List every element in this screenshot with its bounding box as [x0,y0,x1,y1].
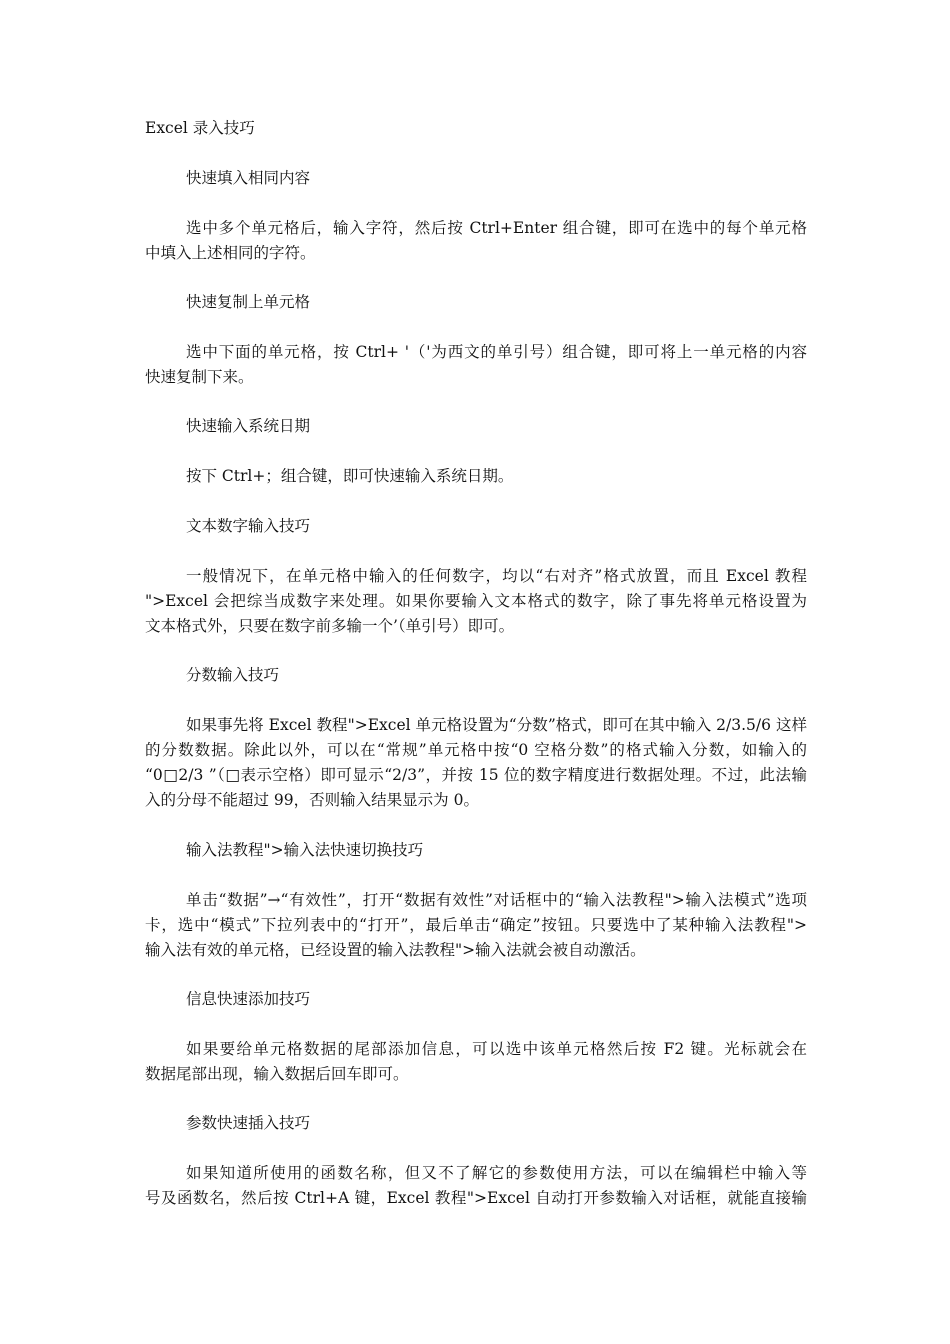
paragraph-line: 数据尾部出现，输入数据后回车即可。 [145,1065,409,1083]
paragraph-line: 如果要给单元格数据的尾部添加信息，可以选中该单元格然后按 F2 键。光标就会在 [186,1040,807,1058]
section-heading-insert-args: 参数快速插入技巧 [186,1114,311,1132]
paragraph-line: “0□2/3 ”（□表示空格）即可显示“2/3”，并按 15 位的数字精度进行数据处理。不过，此法输 [145,766,807,784]
paragraph-line: 选中下面的单元格，按 Ctrl+ '（'为西文的单引号）组合键，即可将上一单元格的内容 [186,343,807,361]
paragraph-line: ">Excel 会把综当成数字来处理。如果你要输入文本格式的数字，除了事先将单元格设置为 [145,592,807,610]
section-paragraph [145,340,807,390]
section-paragraph [145,564,807,639]
paragraph-line: 如果知道所使用的函数名称，但又不了解它的参数使用方法，可以在编辑栏中输入等 [186,1164,807,1182]
section-heading-fill-same-content: 快速填入相同内容 [186,169,311,187]
section-paragraph [145,216,807,266]
paragraph-line: 中填入上述相同的字符。 [145,244,316,262]
section-heading-fraction: 分数输入技巧 [186,666,280,684]
paragraph-line: 入的分母不能超过 99，否则输入结果显示为 0。 [145,791,479,809]
paragraph-line: 输入法有效的单元格，已经设置的输入法教程">输入法就会被自动激活。 [145,941,646,959]
paragraph-line: 如果事先将 Excel 教程">Excel 单元格设置为“分数”格式，即可在其中输入 2/3.5/6 这样 [186,716,807,734]
section-paragraph [145,1161,807,1211]
paragraph-line: 卡，选中“模式”下拉列表中的“打开”，最后单击“确定”按钮。只要选中了某种输入法教程"> [145,916,807,934]
section-paragraph [145,713,807,813]
document-title: Excel 录入技巧 [145,119,255,137]
paragraph-line: 一般情况下，在单元格中输入的任何数字，均以“右对齐”格式放置，而且 Excel 教程 [186,567,807,585]
section-heading-ime-switch: 输入法教程">输入法快速切换技巧 [186,841,424,859]
section-heading-append-info: 信息快速添加技巧 [186,990,311,1008]
section-paragraph [145,464,807,489]
paragraph-line: 文本格式外，只要在数字前多输一个’（单引号）即可。 [145,617,515,635]
paragraph-line: 的分数数据。除此以外，可以在“常规”单元格中按“0 空格分数”的格式输入分数，如输入的 [145,741,807,759]
section-heading-system-date: 快速输入系统日期 [186,417,311,435]
paragraph-line: 单击“数据”→“有效性”，打开“数据有效性”对话框中的“输入法教程">输入法模式”选项 [186,891,807,909]
section-heading-text-number: 文本数字输入技巧 [186,517,311,535]
paragraph-line: 按下 Ctrl+；组合键，即可快速输入系统日期。 [186,467,514,485]
section-heading-copy-above-cell: 快速复制上单元格 [186,293,311,311]
paragraph-line: 号及函数名，然后按 Ctrl+A 键，Excel 教程">Excel 自动打开参数输入对话框，就能直接输 [145,1189,807,1207]
section-paragraph [145,1037,807,1087]
paragraph-line: 快速复制下来。 [145,368,254,386]
paragraph-line: 选中多个单元格后，输入字符，然后按 Ctrl+Enter 组合键，即可在选中的每个单元格 [186,219,807,237]
section-paragraph [145,888,807,963]
